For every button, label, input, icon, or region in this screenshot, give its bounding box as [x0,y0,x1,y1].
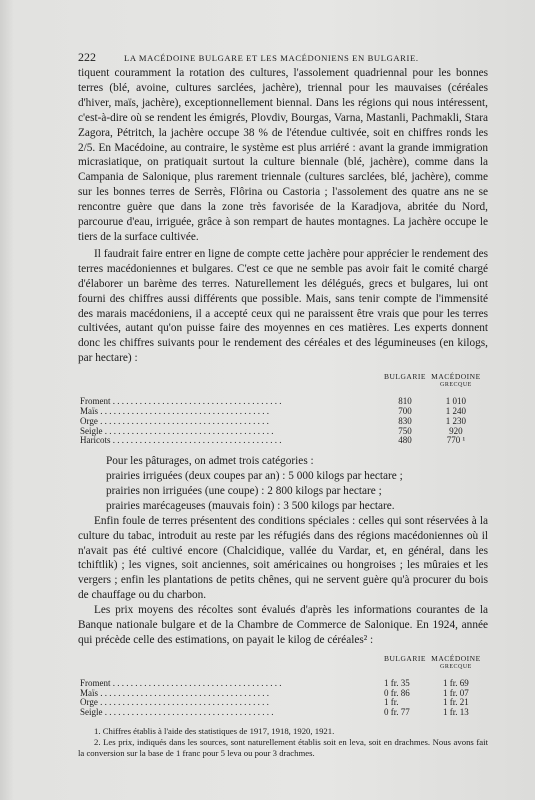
pasture-item: prairies non irriguées (une coupe) : 2 800 kilogs par hectare ; [106,484,382,497]
footnote-1: 1. Chiffres établis à l'aide des statistiques de 1917, 1918, 1920, 1921. [94,726,335,737]
row-label: Orge [80,698,98,708]
cell-macedoine: 1 fr. 69 [443,677,469,688]
page-content [78,50,488,759]
cell-bulgarie: 810 [398,396,412,407]
col-macedoine-sub: GRECQUE [440,663,472,670]
cell-macedoine: 770 ¹ [446,435,466,446]
row-label: Seigle [80,708,103,718]
cell-macedoine: 1 010 [445,396,467,407]
col-macedoine-sub: GRECQUE [440,382,472,389]
row-label: Maïs [80,406,98,416]
paragraph-prix: Les prix moyens des récoltes sont évalués d'après les informations courantes de la Banque nationale bulgare et de la Chambre de Commerce de Salonique. En 1924, année qui précède celle des estimations, on payait le kilog de céréales² : [78,604,488,646]
cell-macedoine: 1 fr. 07 [443,687,469,698]
cell-macedoine: 920 [449,425,463,436]
table-row [80,436,486,446]
table-row [80,708,486,718]
pasture-intro: Pour les pâturages, on admet trois catégories : [106,455,314,468]
cell-bulgarie: 750 [398,425,412,436]
paragraph-rotation: tiquent couramment la rotation des cultures, l'assolement quadriennal pour les bonnes terres (blé, avoine, cultures sarclées, jachère), triennal pour les mauvaises (céréales d'hiver, maïs, jachère), exceptionnellement biennal. Dans les régions qui nous intéressent, c'est-à-dire où se rendent les émigrés, Plovdiv, Bourgas, Varna, Mastanli, Pachmakli, Stara Zagora, Pétritch, la jachère occupe 38 % de l'étendue cultivée, soit en chiffres ronds les 2/5. En Macédoine, au contraire, le système est plus arriéré : avant la grande immigration micrasiatique, on pratiquait surtout la culture biennale (blé, jachère), comme dans la Campania de Salonique, plus rarement triennale (cultures sarclées, blé, jachère), comme sur les bonnes terres de Serrès, Flôrina ou Castoria ; l'assolement des quatre ans ne se rencontre guère que dans la zone très favorisée de la Karadjova, abritée du Nord, parcourue d'eau, irriguée, grâce à son rempart de hautes montagnes. La jachère occupe le tiers de la surface cultivée. [78,67,488,243]
price-table-header [80,654,486,672]
pasture-item: prairies irriguées (deux coupes par an) : 5 000 kilogs par hectare ; [106,470,403,483]
price-table [80,654,486,718]
row-label: Maïs [80,688,98,698]
col-macedoine-label: MACÉDOINE [431,372,481,382]
cell-bulgarie: 0 fr. 77 [384,707,410,718]
col-bulgarie: BULGARIE [384,653,426,663]
cell-macedoine: 1 240 [445,405,467,416]
cell-bulgarie: 700 [398,405,412,416]
cell-macedoine: 1 230 [445,415,467,426]
row-label: Orge [80,416,98,426]
table-row [80,417,486,427]
table-row [80,689,486,699]
paragraph-conditions: Enfin foule de terres présentent des conditions spéciales : celles qui sont réservées à la culture du tabac, introduit au reste par les réfugiés dans des régions macédoniennes où il n'avait pas été cultivé encore (Chalcidique, vallée du Vardar, et, en général, dans les tchiftlik) ; les vignes, soit anciennes, soit américaines ou hongroises ; les mûraies et les vergers ; enfin les plantations de petits chênes, qui ne servent guère qu'à procurer du bois de chauffage ou du charbon. [78,514,488,602]
cell-bulgarie: 1 fr. [384,697,399,708]
running-header [78,50,488,66]
paragraph-jachere: Il faudrait faire entrer en ligne de compte cette jachère pour apprécier le rendement des terres macédoniennes et bulgares. C'est ce que ne semble pas avoir fait le comité chargé d'élaborer un barème des terres. Naturellement les délégués, grecs et bulgares, lui ont fourni des chiffres aussi différents que possible. Mais, sans tenir compte de l'immensité des marais macédoniens, il a accepté ceux qui ne paraissent être vrais que pour les terres cultivées, autant qu'on puisse faire des moyennes en ces matières. Les experts donnent donc les chiffres suivants pour le rendement des céréales et des légumineuses (en kilogs, par hectare) : [78,247,488,365]
page-number: 222 [78,50,96,64]
col-macedoine [426,654,486,672]
running-title: LA MACÉDOINE BULGARE ET LES MACÉDONIENS EN BULGARIE. [124,53,419,63]
row-label: Froment [80,397,111,407]
table-row [80,427,486,437]
cell-macedoine: 1 fr. 13 [443,707,469,718]
row-label: Haricots [80,436,111,446]
row-label: Froment [80,678,111,688]
cell-bulgarie: 1 fr. 35 [384,677,410,688]
cell-bulgarie: 830 [398,415,412,426]
row-label: Seigle [80,426,103,436]
table-row [80,698,486,708]
col-bulgarie: BULGARIE [384,372,426,382]
yield-table-header [80,372,486,390]
cell-bulgarie: 0 fr. 86 [384,687,410,698]
col-macedoine-label: MACÉDOINE [431,653,481,663]
cell-macedoine: 1 fr. 21 [443,697,469,708]
yield-table [80,372,486,446]
footnotes [78,726,488,759]
footnote-2: 2. Les prix, indiqués dans les sources, sont naturellement établis soit en leva, soit en drachmes. Nous avons fait la conversion sur la base de 1 franc pour 5 leva ou pour 3 drachmes. [78,737,488,759]
table-row [80,407,486,417]
col-macedoine [426,372,486,390]
pasture-item: prairies marécageuses (mauvais foin) : 3 500 kilogs par hectare. [106,499,395,512]
table-row [80,679,486,689]
pasture-list [78,454,488,514]
table-row [80,397,486,407]
cell-bulgarie: 480 [398,435,412,446]
